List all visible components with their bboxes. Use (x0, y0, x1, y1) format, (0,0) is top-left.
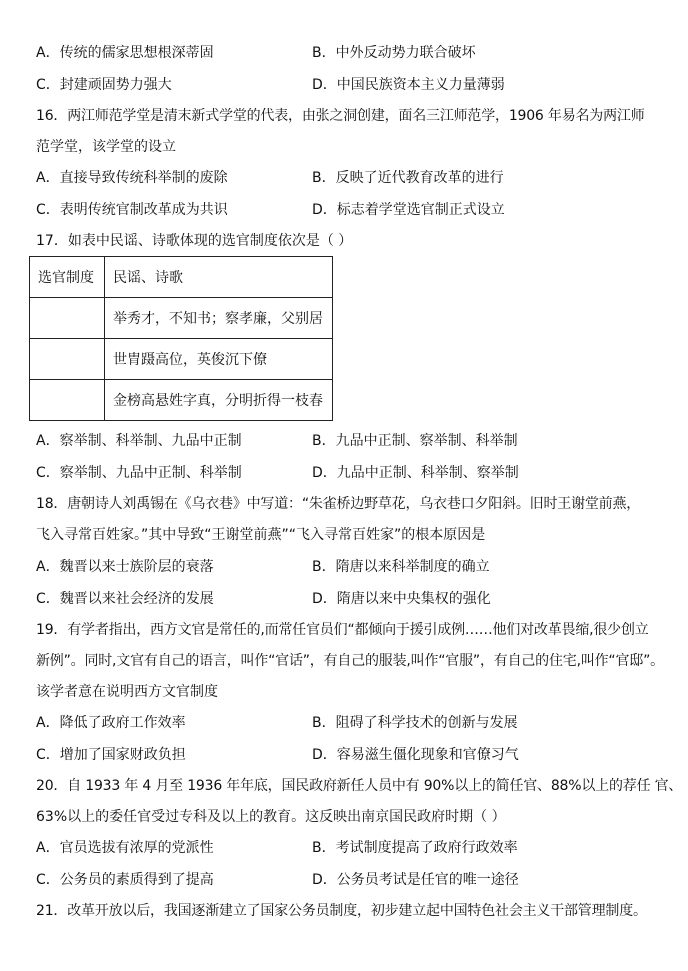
q16-option-c[interactable]: C．表明传统官制改革成为共识 (36, 202, 228, 218)
q18-option-b[interactable]: B．隋唐以来科举制度的确立 (312, 559, 490, 575)
q19-option-d[interactable]: D．容易滋生僵化现象和官僚习气 (312, 747, 519, 763)
q19-option-c[interactable]: C．增加了国家财政负担 (36, 747, 186, 763)
q18-options-row-2 (36, 589, 656, 609)
table-cell-verse: 举秀才，不知书；察孝廉，父别居 (105, 298, 333, 339)
q18-option-c[interactable]: C．魏晋以来社会经济的发展 (36, 591, 214, 607)
q18-stem-line-1: 18．唐朝诗人刘禹锡在《乌衣巷》中写道：“朱雀桥边野草花，乌衣巷口夕阳斜。旧时王谢堂前燕， (36, 496, 641, 512)
q17-option-d[interactable]: D．九品中正制、科举制、察举制 (312, 465, 519, 481)
q15-option-c[interactable]: C．封建顽固势力强大 (36, 77, 172, 93)
q19-options-row-1 (36, 713, 656, 733)
q18-stem-line-2: 飞入寻常百姓家。”其中导致“王谢堂前燕”“飞入寻常百姓家”的根本原因是 (36, 527, 486, 543)
q19-stem-line-2: 新例”。同时,文官有自己的语言，叫作“官话”，有自己的服装,叫作“官服”，有自己的住宅,叫作“官邸”。 (36, 653, 664, 669)
table-row (30, 380, 333, 421)
q16-option-a[interactable]: A．直接导致传统科举制的废除 (36, 170, 228, 186)
q17-stem: 17．如表中民谣、诗歌体现的选官制度依次是（ ） (36, 233, 353, 249)
q20-option-b[interactable]: B．考试制度提高了政府行政效率 (312, 840, 518, 856)
q16-options-row-2 (36, 200, 656, 220)
table-header-cell: 选官制度 (30, 257, 105, 298)
q15-option-a[interactable]: A．传统的儒家思想根深蒂固 (36, 45, 214, 61)
table-cell-blank (30, 380, 105, 421)
q19-option-a[interactable]: A．降低了政府工作效率 (36, 715, 186, 731)
q16-stem-line-2: 范学堂，该学堂的设立 (36, 139, 176, 155)
q18-options-row-1 (36, 557, 656, 577)
q19-option-b[interactable]: B．阻碍了科学技术的创新与发展 (312, 715, 518, 731)
q19-stem-line-3: 该学者意在说明西方文官制度 (36, 684, 218, 700)
table-row (30, 339, 333, 380)
q15-option-b[interactable]: B．中外反动势力联合破坏 (312, 45, 476, 61)
q16-option-b[interactable]: B．反映了近代教育改革的进行 (312, 170, 504, 186)
q17-option-c[interactable]: C．察举制、九品中正制、科举制 (36, 465, 242, 481)
table-cell-blank (30, 339, 105, 380)
q15-options-row-2 (36, 75, 656, 95)
q20-option-d[interactable]: D．公务员考试是任官的唯一途径 (312, 872, 519, 888)
q21-stem-line-1: 21．改革开放以后，我国逐渐建立了国家公务员制度，初步建立起中国特色社会主义干部管理制度。 (36, 903, 647, 919)
table-cell-verse: 世胄蹑高位，英俊沉下僚 (105, 339, 333, 380)
q19-options-row-2 (36, 745, 656, 765)
q16-stem-line-1: 16．两江师范学堂是清末新式学堂的代表，由张之洞创建，面名三江师范学，1906 年易名为两江师 (36, 108, 645, 124)
q17-option-a[interactable]: A．察举制、科举制、九品中正制 (36, 433, 242, 449)
q15-option-d[interactable]: D．中国民族资本主义力量薄弱 (312, 77, 505, 93)
q18-option-a[interactable]: A．魏晋以来士族阶层的衰落 (36, 559, 214, 575)
table-cell-verse: 金榜高悬姓字真，分明折得一枝春 (105, 380, 333, 421)
q17-options-row-2 (36, 463, 656, 483)
q17-table (29, 256, 333, 421)
q19-stem-line-1: 19．有学者指出，西方文官是常任的,而常任官员们“都倾向于援引成例……他们对改革畏缩,很少创立 (36, 622, 649, 638)
q16-option-d[interactable]: D．标志着学堂选官制正式设立 (312, 202, 505, 218)
q17-options-row-1 (36, 431, 656, 451)
q15-options-row-1 (36, 43, 656, 63)
table-header-row (30, 257, 333, 298)
q20-option-a[interactable]: A．官员选拔有浓厚的党派性 (36, 840, 214, 856)
q16-options-row-1 (36, 168, 656, 188)
q17-option-b[interactable]: B．九品中正制、察举制、科举制 (312, 433, 518, 449)
q18-option-d[interactable]: D．隋唐以来中央集权的强化 (312, 591, 491, 607)
table-row (30, 298, 333, 339)
table-cell-blank (30, 298, 105, 339)
q20-stem-line-2: 63%以上的委任官受过专科及以上的教育。这反映出南京国民政府时期（ ） (36, 809, 506, 825)
q20-options-row-1 (36, 838, 656, 858)
q20-options-row-2 (36, 870, 656, 890)
q20-option-c[interactable]: C．公务员的素质得到了提高 (36, 872, 214, 888)
q20-stem-line-1: 20．自 1933 年 4 月至 1936 年年底，国民政府新任人员中有 90%以上的简任官、88%以上的荐任 官、 (36, 778, 683, 794)
table-header-cell: 民谣、诗歌 (105, 257, 333, 298)
